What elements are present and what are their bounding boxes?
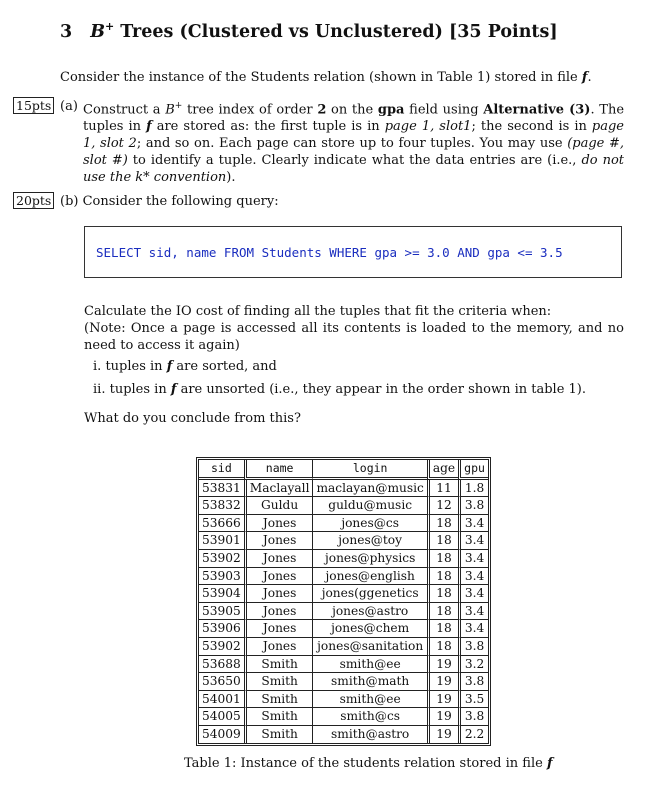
table-row: [199, 620, 488, 638]
conclusion-question: What do you conclude from this?: [84, 411, 301, 426]
title-bplus: B: [90, 21, 105, 42]
cell-name: Maclayall: [244, 480, 313, 498]
cell-age: 18: [427, 532, 458, 550]
cell-login: jones@cs: [312, 515, 426, 533]
part-a-field: gpa: [377, 102, 405, 118]
part-a-body: [83, 98, 624, 186]
part-a-text: ; the second is in: [471, 119, 592, 135]
table-row: [199, 515, 488, 533]
cell-gpa: 3.4: [458, 515, 488, 533]
calc-text: Calculate the IO cost of finding all the tuples that fit the criteria when:: [84, 304, 552, 319]
table-row: [199, 550, 488, 568]
cell-gpa: 2.2: [458, 726, 488, 743]
part-a-location-1: page 1, slot1: [384, 119, 472, 135]
cell-sid: 53902: [199, 550, 244, 568]
cell-login: smith@cs: [312, 708, 426, 726]
part-a-location-3: (page #, slot #): [83, 136, 624, 169]
cell-name: Jones: [244, 620, 313, 638]
cell-login: guldu@music: [312, 497, 426, 515]
cell-gpa: 3.4: [458, 550, 488, 568]
cell-age: 19: [427, 691, 458, 709]
part-a-label: (a): [60, 99, 78, 114]
part-a-text: ; and so on. Each page can store up to four tuples. You may use: [136, 136, 568, 152]
section-number: 3: [60, 21, 73, 42]
points-badge-b: 20pts: [13, 192, 54, 209]
cell-name: Smith: [244, 656, 313, 674]
cell-age: 18: [427, 638, 458, 656]
cell-age: 18: [427, 585, 458, 603]
table-caption: [184, 756, 553, 771]
part-b-text: Consider the following query:: [82, 194, 279, 209]
cell-gpa: 3.4: [458, 603, 488, 621]
cell-age: 19: [427, 726, 458, 743]
cell-login: jones@chem: [312, 620, 426, 638]
table-row: [199, 691, 488, 709]
cell-sid: 54009: [202, 726, 241, 741]
part-a-text: are stored as: the first tuple is in: [151, 119, 385, 135]
cell-login: jones@physics: [312, 550, 426, 568]
cell-age: 18: [427, 515, 458, 533]
cell-sid: 53906: [199, 620, 244, 638]
cell-name: Jones: [244, 515, 313, 533]
note-text: (Note: Once a page is accessed all its contents is loaded to the memory, and no need to access it again): [84, 321, 624, 353]
cell-sid: 53831: [199, 480, 244, 498]
cell-gpa: 3.8: [458, 673, 488, 691]
intro-paragraph: [60, 69, 640, 86]
part-a-text: on the: [326, 102, 378, 118]
cell-name: Jones: [244, 603, 313, 621]
cell-sid: 54001: [199, 691, 244, 709]
subitem-i-text: are sorted, and: [172, 359, 277, 374]
cell-age: 19: [427, 708, 458, 726]
title-bplus-sup: +: [104, 20, 115, 33]
cell-gpa: 3.4: [458, 568, 488, 586]
cell-age: 19: [427, 673, 458, 691]
part-a-location-2: page 1, slot 2: [83, 119, 624, 152]
cell-gpa: 3.5: [458, 691, 488, 709]
cell-sid: 54005: [199, 708, 244, 726]
subitem-i-file: f: [166, 359, 173, 374]
intro-text: Consider the instance of the Students relation (shown in Table 1) stored in file: [60, 70, 582, 85]
part-a: [60, 98, 624, 186]
cell-name: Smith: [244, 673, 313, 691]
cell-sid: 53902: [199, 638, 244, 656]
caption-file: f: [546, 756, 553, 771]
table-row: [199, 497, 488, 515]
cell-gpa: 3.2: [458, 656, 488, 674]
part-b: [60, 193, 279, 210]
table-row: [199, 568, 488, 586]
cell-name: Smith: [244, 691, 313, 709]
cell-login: smith@ee: [312, 656, 426, 674]
cell-login: smith@astro: [312, 726, 426, 743]
cell-age: 12: [427, 497, 458, 515]
points-badge-a: 15pts: [13, 97, 54, 114]
cell-gpa: 1.8: [458, 480, 488, 498]
cell-name: Jones: [244, 532, 313, 550]
students-table: [196, 457, 491, 746]
table-row: [199, 638, 488, 656]
sql-query: SELECT sid, name FROM Students WHERE gpa >= 3.0 AND gpa <= 3.5: [96, 245, 563, 260]
part-a-text: Construct a: [83, 102, 166, 118]
part-a-text: tree index of order: [182, 102, 318, 118]
cell-login: jones@toy: [312, 532, 426, 550]
table-row: [199, 532, 488, 550]
cell-sid: 53650: [199, 673, 244, 691]
cell-age: 11: [427, 480, 458, 498]
cell-gpa: 3.4: [458, 585, 488, 603]
subitem-i-text: tuples in: [105, 359, 167, 374]
cell-age: 18: [427, 568, 458, 586]
part-a-text: field using: [404, 102, 484, 118]
part-a-convention: do not use the k* convention: [83, 153, 624, 186]
caption-text: Table 1: Instance of the students relation stored in file: [184, 756, 547, 771]
subitem-i-label: i.: [93, 359, 102, 374]
cell-name: Jones: [244, 638, 313, 656]
cell-name: Jones: [244, 550, 313, 568]
cell-gpa: 3.4: [458, 620, 488, 638]
cell-login: jones@sanitation: [312, 638, 426, 656]
cell-name: Jones: [244, 585, 313, 603]
cell-age: 19: [427, 656, 458, 674]
intro-file: f: [581, 70, 588, 85]
column-header-age: age: [427, 460, 458, 480]
calculation-paragraph: [84, 303, 624, 354]
part-a-bplus-sup: +: [174, 101, 183, 111]
part-a-bplus: B: [165, 102, 175, 118]
cell-gpa: 3.8: [458, 497, 488, 515]
column-header-login: login: [312, 460, 426, 480]
subitem-ii: [93, 381, 586, 398]
cell-age: 18: [427, 620, 458, 638]
section-title: [60, 20, 558, 42]
cell-sid: 53666: [199, 515, 244, 533]
subitem-ii-file: f: [170, 382, 177, 397]
part-a-alternative: Alternative (3): [483, 102, 591, 118]
part-a-text: ).: [226, 170, 236, 186]
column-header-gpu: gpu: [458, 460, 488, 480]
cell-name: Jones: [244, 568, 313, 586]
table-row: [199, 673, 488, 691]
cell-gpa: 3.4: [458, 532, 488, 550]
table-row: [199, 480, 488, 498]
cell-sid: 53832: [199, 497, 244, 515]
part-a-text: . The tuples in: [83, 102, 625, 135]
table-row: [199, 708, 488, 726]
column-header-sid: sid: [199, 460, 244, 480]
cell-sid: 53903: [199, 568, 244, 586]
cell-sid: 53901: [199, 532, 244, 550]
cell-sid: 53905: [199, 603, 244, 621]
cell-sid: 53688: [199, 656, 244, 674]
cell-name: Guldu: [244, 497, 313, 515]
subitem-ii-label: ii.: [93, 382, 106, 397]
title-text: Trees (Clustered vs Unclustered) [35 Points]: [114, 21, 558, 42]
table-row: [199, 585, 488, 603]
cell-name: Smith: [244, 726, 313, 743]
part-a-order: 2: [317, 102, 327, 118]
part-a-file: f: [146, 119, 152, 135]
intro-period: .: [587, 70, 592, 85]
part-b-label: (b): [60, 194, 79, 209]
table-row: [199, 603, 488, 621]
cell-age: 18: [427, 550, 458, 568]
part-a-text: to identify a tuple. Clearly indicate what the data entries are (i.e.,: [127, 153, 582, 169]
subitem-ii-text: are unsorted (i.e., they appear in the order shown in table 1).: [176, 382, 587, 397]
cell-login: jones(ggenetics: [312, 585, 426, 603]
cell-login: maclayan@music: [312, 480, 426, 498]
cell-login: jones@english: [312, 568, 426, 586]
cell-gpa: 3.8: [458, 708, 488, 726]
table-row: [199, 656, 488, 674]
cell-sid: 53904: [199, 585, 244, 603]
sql-query-box: [84, 226, 622, 278]
cell-name: Smith: [244, 708, 313, 726]
table-row: [199, 726, 488, 743]
cell-age: 18: [427, 603, 458, 621]
column-header-name: name: [244, 460, 313, 480]
cell-login: smith@math: [312, 673, 426, 691]
cell-gpa: 3.8: [458, 638, 488, 656]
table-header-row: [199, 460, 488, 480]
cell-login: smith@ee: [312, 691, 426, 709]
subitem-i: [93, 358, 277, 375]
cell-login: jones@astro: [312, 603, 426, 621]
subitem-ii-text: tuples in: [109, 382, 171, 397]
